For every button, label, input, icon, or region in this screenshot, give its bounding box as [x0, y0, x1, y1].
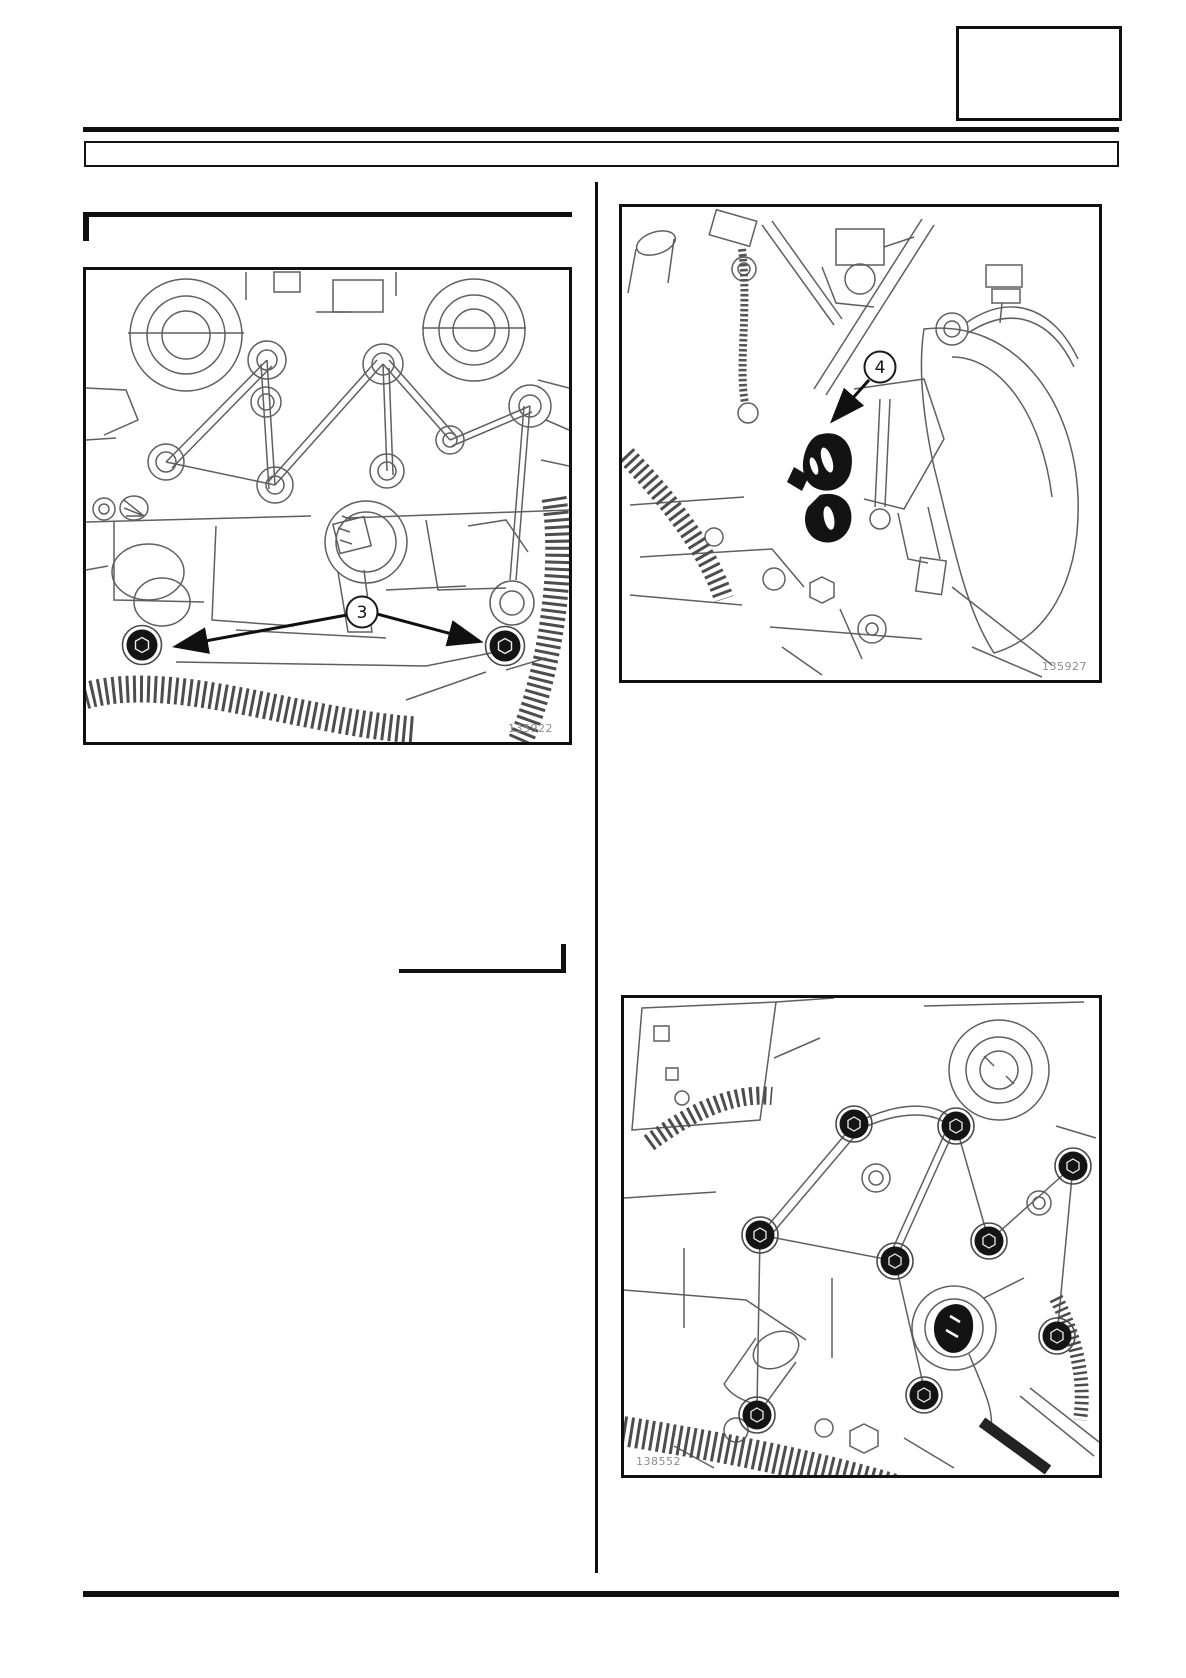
corrugated-hose-right [1056, 1298, 1082, 1420]
corrugated-hose [626, 455, 724, 599]
figure-top-right [619, 204, 1102, 683]
engine-side-drawing [622, 207, 1099, 680]
figure-number: 138552 [636, 1455, 681, 1468]
column-divider [595, 182, 598, 1573]
subsection-end-tick [561, 944, 566, 973]
page-bottom-rule [83, 1591, 1119, 1597]
engine-line-art [624, 998, 1099, 1470]
figure-bottom-right [621, 995, 1102, 1478]
engine-line-art [628, 210, 1078, 677]
callout-4-label: 4 [874, 358, 886, 378]
callout-4 [865, 352, 896, 383]
section-title-bar [83, 212, 572, 217]
engine-front-drawing [86, 270, 569, 742]
highlighted-bolts [739, 1106, 1091, 1433]
highlighted-bolt-right [486, 627, 525, 666]
highlighted-bolt-left [123, 626, 162, 665]
figure-left [83, 267, 572, 745]
callout-arrow [834, 380, 869, 419]
corrugated-hose-bottom [86, 689, 416, 730]
callout-3 [347, 597, 378, 628]
callout-arrows [178, 614, 478, 646]
header-top-rule [83, 127, 1119, 132]
subsection-end-rule [399, 969, 566, 973]
page-corner-box [956, 26, 1122, 121]
page-header-bar [84, 141, 1119, 167]
callout-3-label: 3 [356, 603, 368, 623]
section-title-tick [83, 212, 89, 241]
engine-bolts-drawing [624, 998, 1099, 1475]
highlighted-clip [787, 433, 852, 542]
corrugated-hose-top [649, 1096, 772, 1143]
figure-number: 135927 [1042, 660, 1087, 673]
figure-number: 135922 [508, 722, 553, 735]
